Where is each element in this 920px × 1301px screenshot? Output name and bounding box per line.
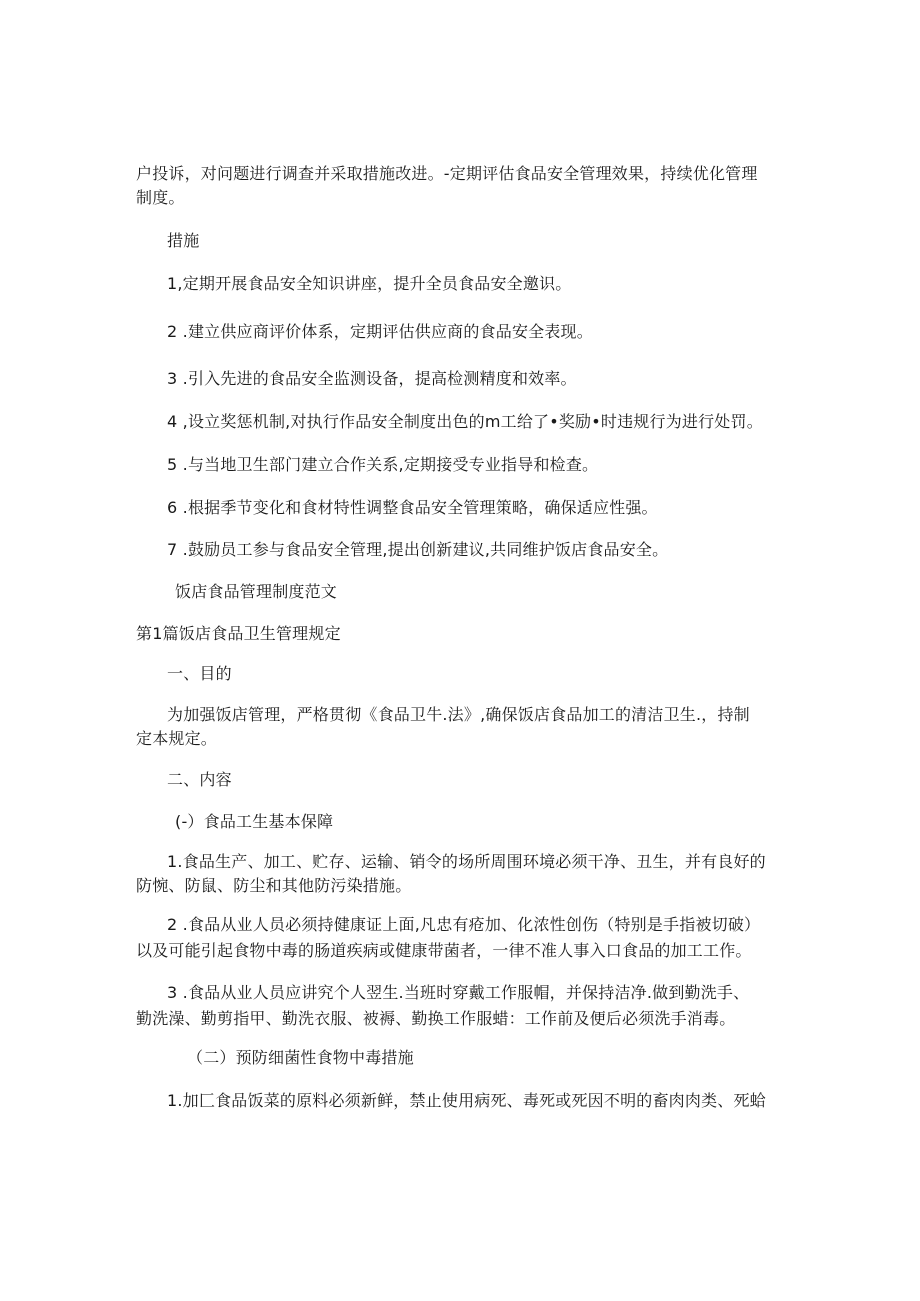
subsection-1-item-1-line-2: 防惋、防鼠、防尘和其他防污染措施。 <box>136 876 412 895</box>
subsection-1-item-2-line-2: 以及可能引起食物中毒的肠道疾病或健康带菌者，一律不准人事入口食品的加工工作。 <box>136 941 752 960</box>
subsection-1-heading: (-）食品工生基本保障 <box>175 812 334 831</box>
section-1-line-2: 定本规定。 <box>136 729 218 748</box>
subsection-2-heading: （二）预防细菌性食物中毒措施 <box>187 1048 414 1067</box>
section-1-line-1: 为加强饭店管理，严格贯彻《食品卫牛.法》,确保饭店食品加工的清洁卫生.，持制 <box>167 705 750 724</box>
document-title: 饭店食品管理制度范文 <box>175 582 338 601</box>
subsection-1-item-1-line-1: 1.食品生产、加工、贮存、运输、销令的场所周围环境必须干净、丑生，并有良好的 <box>167 852 766 871</box>
subsection-1-item-3-line-1: 3 .食品从业人员应讲究个人翌生.当班时穿戴工作服帽，并保持洁净.做到勤洗手、 <box>167 983 750 1002</box>
measure-item-6: 6 .根据季节变化和食材特性调整食品安全管理策略，确保适应性强。 <box>167 498 658 517</box>
measure-item-4: 4 ,设立奖惩机制,对执行作品安全制度出色的m工给了•奖励•时违规行为进行处罚。 <box>167 412 763 431</box>
measure-item-2: 2 .建立供应商评价体系，定期评估供应商的食品安全表现。 <box>167 322 593 341</box>
measure-item-1: 1,定期开展食品安全知识讲座，提升全员食品安全邀识。 <box>167 274 572 293</box>
chapter-title: 第1篇饭店食品卫生管理规定 <box>136 624 341 643</box>
intro-line-1: 户投诉，对问题进行调查并采取措施改进。-定期评估食品安全管理效果，持续优化管理 <box>136 164 758 183</box>
subsection-1-item-2-line-1: 2 .食品从业人员必须持健康证上面,凡忠有疮加、化浓性创伤（特别是手指被切破） <box>167 915 761 934</box>
subsection-1-item-3-line-2: 勤洗澡、勤剪指甲、勤洗衣服、被褥、勤换工作服蜡：工作前及便后必须洗手消毒。 <box>136 1009 736 1028</box>
intro-line-2: 制度。 <box>136 188 185 207</box>
measure-item-5: 5 .与当地卫生部门建立合作关系,定期接受专业指导和检查。 <box>167 455 599 474</box>
section-2-heading: 二、内容 <box>167 770 232 789</box>
subsection-2-item-1: 1.加匚食品饭菜的原料必须新鲜，禁止使用病死、毒死或死因不明的畜肉肉类、死蛤 <box>167 1091 766 1110</box>
measure-item-3: 3 .引入先进的食品安全监测设备，提高检测精度和效率。 <box>167 369 577 388</box>
section-1-heading: 一、目的 <box>167 664 232 683</box>
measure-item-7: 7 .鼓励员工参与食品安全管理,提出创新建议,共同维护饭店食品安全。 <box>167 540 669 559</box>
measures-heading: 措施 <box>167 231 200 250</box>
